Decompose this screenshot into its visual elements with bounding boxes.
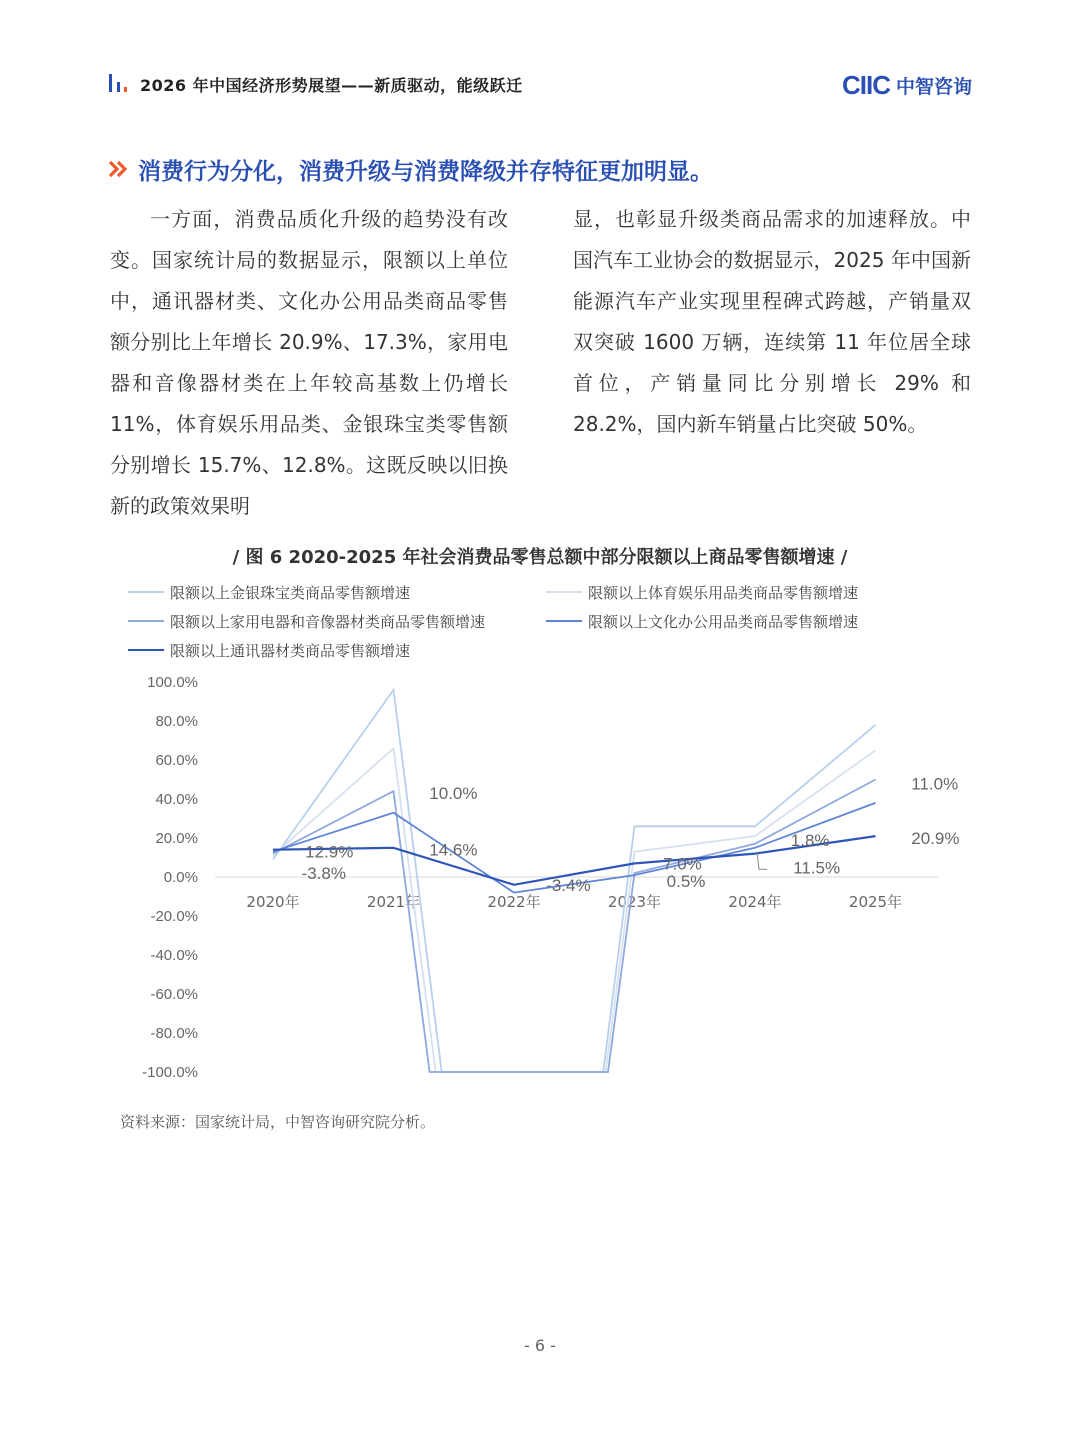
- y-tick-label: -100.0%: [142, 1064, 198, 1081]
- legend-label: 限额以上通讯器材类商品零售额增速: [170, 641, 411, 660]
- data-label: -3.8%: [301, 864, 346, 884]
- x-tick-label: 2021年: [366, 893, 421, 911]
- x-tick-label: 2023年: [607, 893, 662, 911]
- y-tick-label: -20.0%: [150, 908, 198, 925]
- y-tick-label: 0.0%: [163, 869, 198, 886]
- data-label: 11.0%: [911, 774, 959, 794]
- legend-item: [546, 580, 858, 604]
- legend-swatch: [128, 591, 164, 593]
- data-label: -3.4%: [546, 875, 591, 895]
- legend-swatch: [128, 620, 164, 622]
- legend-item: [128, 638, 410, 662]
- page-number: - 6 -: [524, 1336, 556, 1355]
- data-label: 12.9%: [305, 842, 354, 862]
- y-tick-label: -60.0%: [150, 986, 198, 1003]
- y-tick-label: -80.0%: [150, 1025, 198, 1042]
- legend-label: 限额以上文化办公用品类商品零售额增速: [588, 612, 859, 631]
- paragraph-left: 一方面，消费品质化升级的趋势没有改变。国家统计局的数据显示，限额以上单位中，通讯器材类、文化办公用品类商品零售额分别比上年增长 20.9%、17.3%，家用电器和音像器材类在上年较高基数上仍增长 11%，体育娱乐用品类、金银珠宝类零售额分别增长 15.7%、12.8%。这既反映以旧换新的政策效果明: [110, 207, 508, 518]
- data-label: 1.8%: [790, 830, 830, 850]
- ciic-logo: [842, 70, 972, 100]
- report-title: 2026 年中国经济形势展望——新质驱动，能级跃迁: [140, 76, 523, 95]
- double-chevron-right-icon: [108, 159, 128, 179]
- figure-source: 资料来源：国家统计局，中智咨询研究院分析。: [120, 1113, 436, 1131]
- logo-text: 中智咨询: [895, 75, 972, 98]
- legend-label: 限额以上家用电器和音像器材类商品零售额增速: [170, 612, 486, 631]
- y-tick-label: 100.0%: [147, 674, 198, 691]
- legend-item: [546, 609, 858, 633]
- y-tick-label: -40.0%: [150, 947, 198, 964]
- data-label: 20.9%: [911, 829, 960, 848]
- page-header: [108, 70, 972, 100]
- x-tick-label: 2024年: [728, 893, 782, 911]
- legend-swatch: [128, 649, 164, 651]
- data-label: 10.0%: [429, 784, 478, 804]
- data-label: 0.5%: [666, 871, 706, 891]
- data-label: 14.6%: [429, 840, 478, 860]
- x-tick-label: 2022年: [487, 893, 541, 911]
- legend-swatch: [546, 591, 582, 593]
- section-title: 消费行为分化，消费升级与消费降级并存特征更加明显。: [138, 158, 713, 185]
- paragraph-right: 显，也彰显升级类商品需求的加速释放。中国汽车工业协会的数据显示，2025 年中国新能源汽车产业实现里程碑式跨越，产销量双双突破 1600 万辆，连续第 11 年位居全球首位，产销量同比分别增长 29% 和 28.2%，国内新车销量占比突破 50%。: [573, 207, 971, 436]
- legend-label: 限额以上金银珠宝类商品零售额增速: [170, 583, 411, 602]
- bar-chart-icon: [108, 72, 132, 94]
- legend-label: 限额以上体育娱乐用品类商品零售额增速: [588, 583, 859, 602]
- x-tick-label: 2020年: [246, 893, 300, 911]
- x-tick-label: 2025年: [848, 893, 903, 911]
- figure-title: / 图 6 2020-2025 年社会消费品零售总额中部分限额以上商品零售额增速 /: [232, 547, 848, 568]
- section-heading: [108, 152, 988, 186]
- y-tick-label: 60.0%: [155, 752, 198, 769]
- body-column-right: [573, 199, 971, 445]
- chart-legend: [128, 580, 988, 670]
- line-chart: [100, 668, 980, 1088]
- y-tick-label: 40.0%: [155, 791, 198, 808]
- data-label: 11.5%: [793, 858, 841, 878]
- legend-swatch: [546, 620, 582, 622]
- legend-item: [128, 609, 485, 633]
- legend-item: [128, 580, 410, 604]
- body-column-left: [110, 199, 508, 527]
- series-line: [273, 748, 876, 1072]
- y-tick-label: 80.0%: [155, 713, 198, 730]
- label-leader-line: [757, 852, 767, 870]
- data-label: 7.0%: [663, 854, 702, 874]
- logo-mark: CIIC: [841, 69, 890, 100]
- y-tick-label: 20.0%: [155, 830, 198, 847]
